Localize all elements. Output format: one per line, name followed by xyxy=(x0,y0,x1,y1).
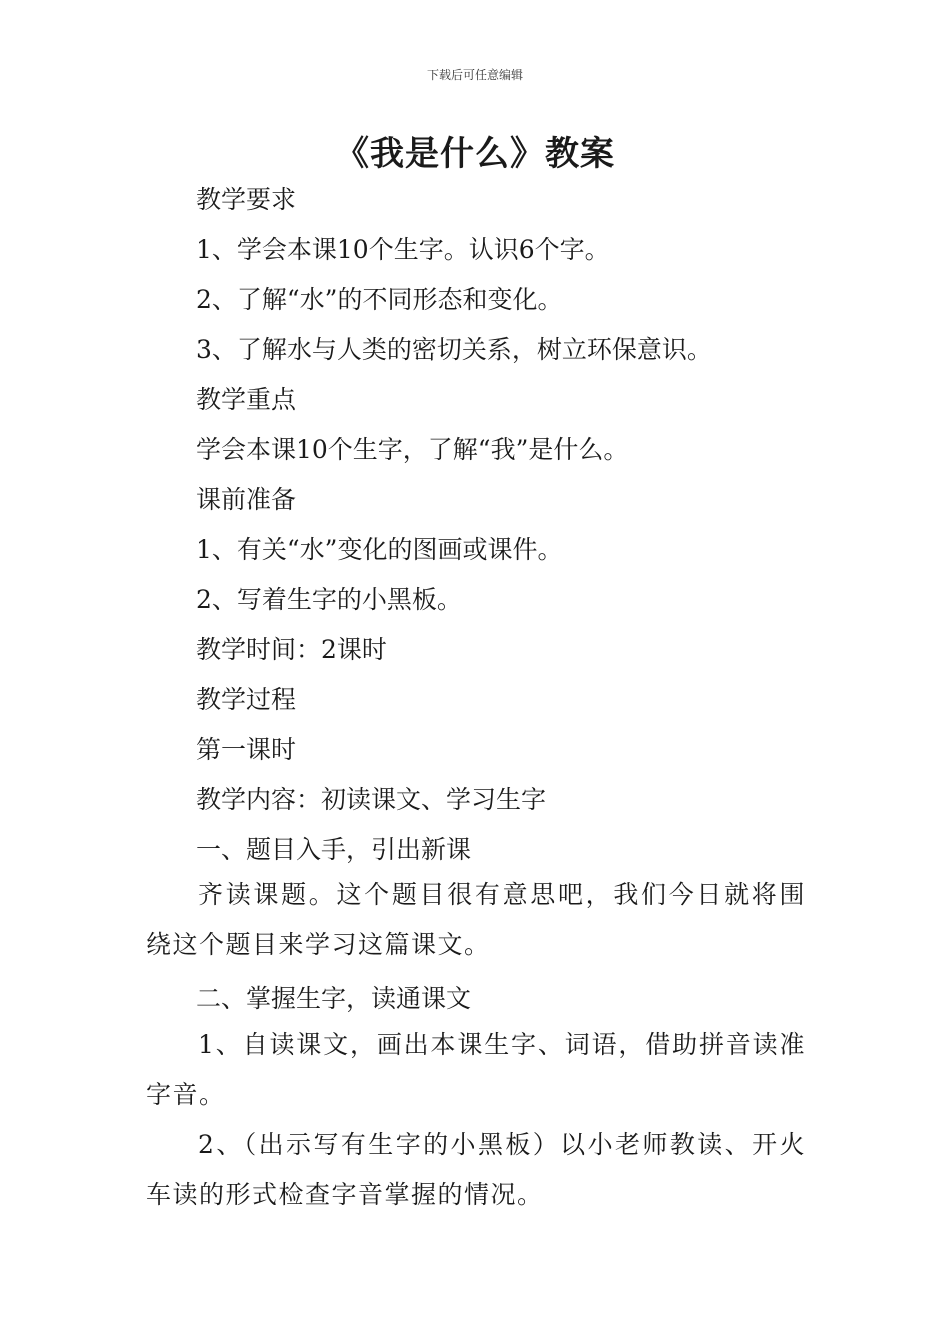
preparation-item-2: 2、写着生字的小黑板。 xyxy=(196,585,462,614)
key-point-text: 学会本课10个生字，了解“我”是什么。 xyxy=(196,435,629,464)
heading-key-points: 教学重点 xyxy=(196,385,297,414)
preparation-item-1: 1、有关“水”变化的图画或课件。 xyxy=(196,535,563,564)
paragraph-blackboard-check: 2、（出示写有生字的小黑板）以小老师教读、开火车读的形式检查字音掌握的情况。 xyxy=(146,1130,806,1209)
heading-preparation: 课前准备 xyxy=(196,485,297,514)
heading-first-lesson: 第一课时 xyxy=(196,735,297,764)
section-heading-1: 一、题目入手，引出新课 xyxy=(196,835,472,864)
page-title: 《我是什么》教案 xyxy=(335,134,615,174)
teaching-time: 教学时间：2课时 xyxy=(196,635,387,664)
header-note: 下载后可任意编辑 xyxy=(426,68,523,82)
requirement-item-3: 3、了解水与人类的密切关系，树立环保意识。 xyxy=(196,335,712,364)
teaching-content: 教学内容：初读课文、学习生字 xyxy=(196,785,547,814)
section-heading-2: 二、掌握生字，读通课文 xyxy=(196,984,472,1013)
requirement-item-1: 1、学会本课10个生字。认识6个字。 xyxy=(196,235,610,264)
paragraph-read-title: 齐读课题。这个题目很有意思吧，我们今日就将围绕这个题目来学习这篇课文。 xyxy=(146,880,806,959)
heading-teaching-requirements: 教学要求 xyxy=(196,185,297,214)
heading-teaching-process: 教学过程 xyxy=(196,685,297,714)
paragraph-self-read: 1、自读课文，画出本课生字、词语，借助拼音读准字音。 xyxy=(146,1030,806,1109)
requirement-item-2: 2、了解“水”的不同形态和变化。 xyxy=(196,285,563,314)
